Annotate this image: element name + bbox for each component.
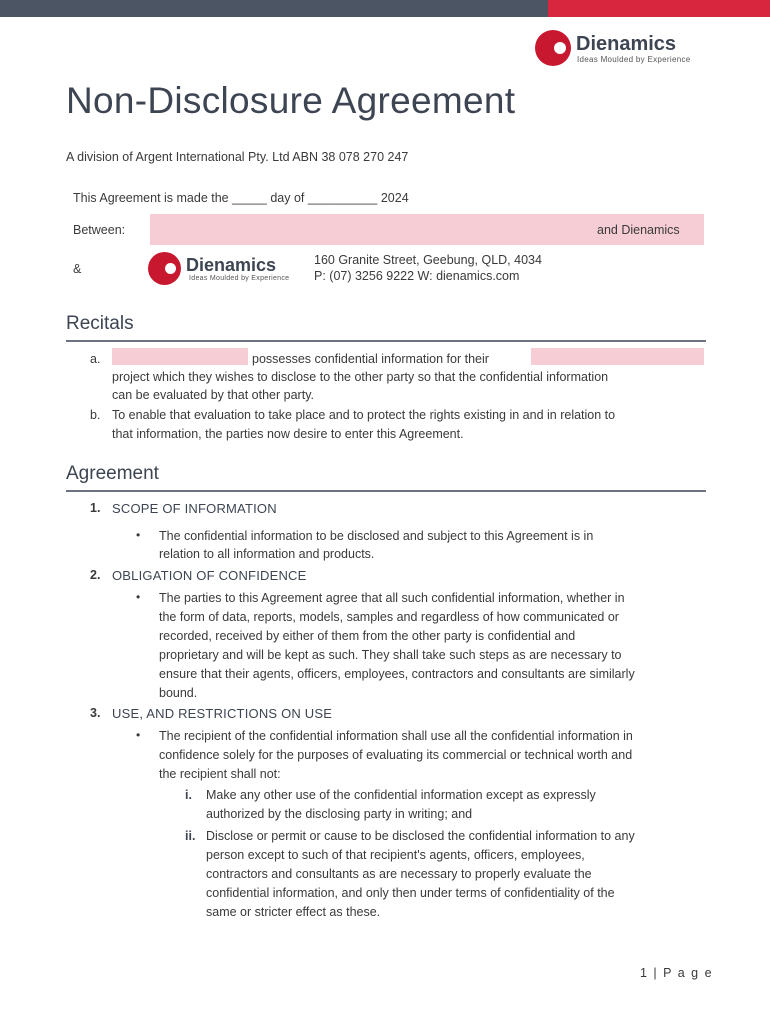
- recital-party-field[interactable]: [112, 348, 248, 365]
- clause-1-line: relation to all information and products.: [159, 547, 375, 561]
- clause-2-line: the form of data, reports, models, samples and regardless of how communicated or: [159, 610, 619, 624]
- clause-3-line: The recipient of the confidential information shall use all the confidential information in: [159, 729, 633, 743]
- clause-2-line: recorded, received by either of them from the other party is confidential and: [159, 629, 576, 643]
- recital-b-marker: b.: [90, 408, 101, 422]
- clause-2-line: The parties to this Agreement agree that all such confidential information, whether in: [159, 591, 625, 605]
- subclause-ii-line: person except to such of that recipient's agents, officers, employees,: [206, 848, 585, 862]
- recital-a-marker: a.: [90, 352, 101, 366]
- agreement-date-line: This Agreement is made the _____ day of __________ 2024: [73, 191, 409, 205]
- bullet-icon: •: [136, 528, 141, 542]
- ampersand-label: &: [73, 262, 82, 276]
- recital-b-line1: To enable that evaluation to take place and to protect the rights existing in and in relation to: [112, 408, 616, 422]
- subclause-i-line: Make any other use of the confidential information except as expressly: [206, 788, 596, 802]
- clause-2-line: bound.: [159, 686, 198, 700]
- subclause-ii-line: confidential information, and only then under terms of confidentiality of the: [206, 886, 615, 900]
- clause-1-title: SCOPE OF INFORMATION: [112, 501, 277, 516]
- clause-3-line: confidence solely for the purposes of evaluating its commercial or technical worth and: [159, 748, 633, 762]
- clause-1-number: 1.: [90, 501, 101, 515]
- dienamics-logo-icon-inline: [148, 252, 181, 285]
- recital-a-text: possesses confidential information for their: [252, 352, 489, 366]
- clause-2-title: OBLIGATION OF CONFIDENCE: [112, 568, 307, 583]
- between-suffix: and Dienamics: [597, 223, 680, 237]
- logo-name-inline: Dienamics: [186, 255, 277, 275]
- logo-tagline-inline: Ideas Moulded by Experience: [189, 275, 290, 282]
- bullet-icon: •: [136, 590, 141, 604]
- header-bar-dark: [0, 0, 548, 17]
- clause-3-title: USE, AND RESTRICTIONS ON USE: [112, 706, 333, 721]
- recital-a-line3: can be evaluated by that other party.: [112, 388, 314, 402]
- clause-3-line: the recipient shall not:: [159, 767, 281, 781]
- clause-2-line: ensure that their agents, officers, employees, contractors and consultants are similarly: [159, 667, 635, 681]
- company-contact: P: (07) 3256 9222 W: dienamics.com: [314, 269, 520, 283]
- bullet-icon: •: [136, 728, 141, 742]
- page-number: 1 | P a g e: [640, 966, 714, 980]
- company-address: 160 Granite Street, Geebung, QLD, 4034: [314, 253, 542, 267]
- agreement-heading: Agreement: [66, 463, 159, 484]
- logo-tagline: Ideas Moulded by Experience: [577, 54, 691, 64]
- clause-1-line: The confidential information to be disclosed and subject to this Agreement is in: [159, 529, 594, 543]
- agreement-divider: [66, 490, 706, 492]
- recital-b-line2: that information, the parties now desire to enter this Agreement.: [112, 427, 464, 441]
- company-subtitle: A division of Argent International Pty. Ltd ABN 38 078 270 247: [66, 150, 409, 164]
- dienamics-logo: [535, 30, 691, 66]
- between-label: Between:: [73, 223, 126, 237]
- recital-project-field[interactable]: [531, 348, 704, 365]
- subclause-ii-marker: ii.: [185, 829, 196, 843]
- page-title: Non-Disclosure Agreement: [66, 80, 516, 121]
- logo-name: Dienamics: [576, 32, 677, 55]
- clause-2-line: proprietary and will be kept as such. They shall take such steps as are necessary to: [159, 648, 622, 662]
- subclause-ii-line: same or stricter effect as these.: [206, 905, 381, 919]
- recital-a-line2: project which they wishes to disclose to the other party so that the confidential information: [112, 370, 609, 384]
- subclause-ii-line: contractors and consultants as are necessary to properly evaluate the: [206, 867, 592, 881]
- dienamics-logo-inline: [148, 252, 289, 285]
- subclause-i-marker: i.: [185, 788, 192, 802]
- subclause-i-line: authorized by the disclosing party in writing; and: [206, 807, 473, 821]
- recitals-heading: Recitals: [66, 313, 134, 334]
- clause-2-number: 2.: [90, 568, 101, 582]
- subclause-ii-line: Disclose or permit or cause to be disclosed the confidential information to any: [206, 829, 635, 843]
- recitals-divider: [66, 340, 706, 342]
- clause-3-number: 3.: [90, 706, 101, 720]
- dienamics-logo-icon: [535, 30, 571, 66]
- header-bar-red: [548, 0, 770, 17]
